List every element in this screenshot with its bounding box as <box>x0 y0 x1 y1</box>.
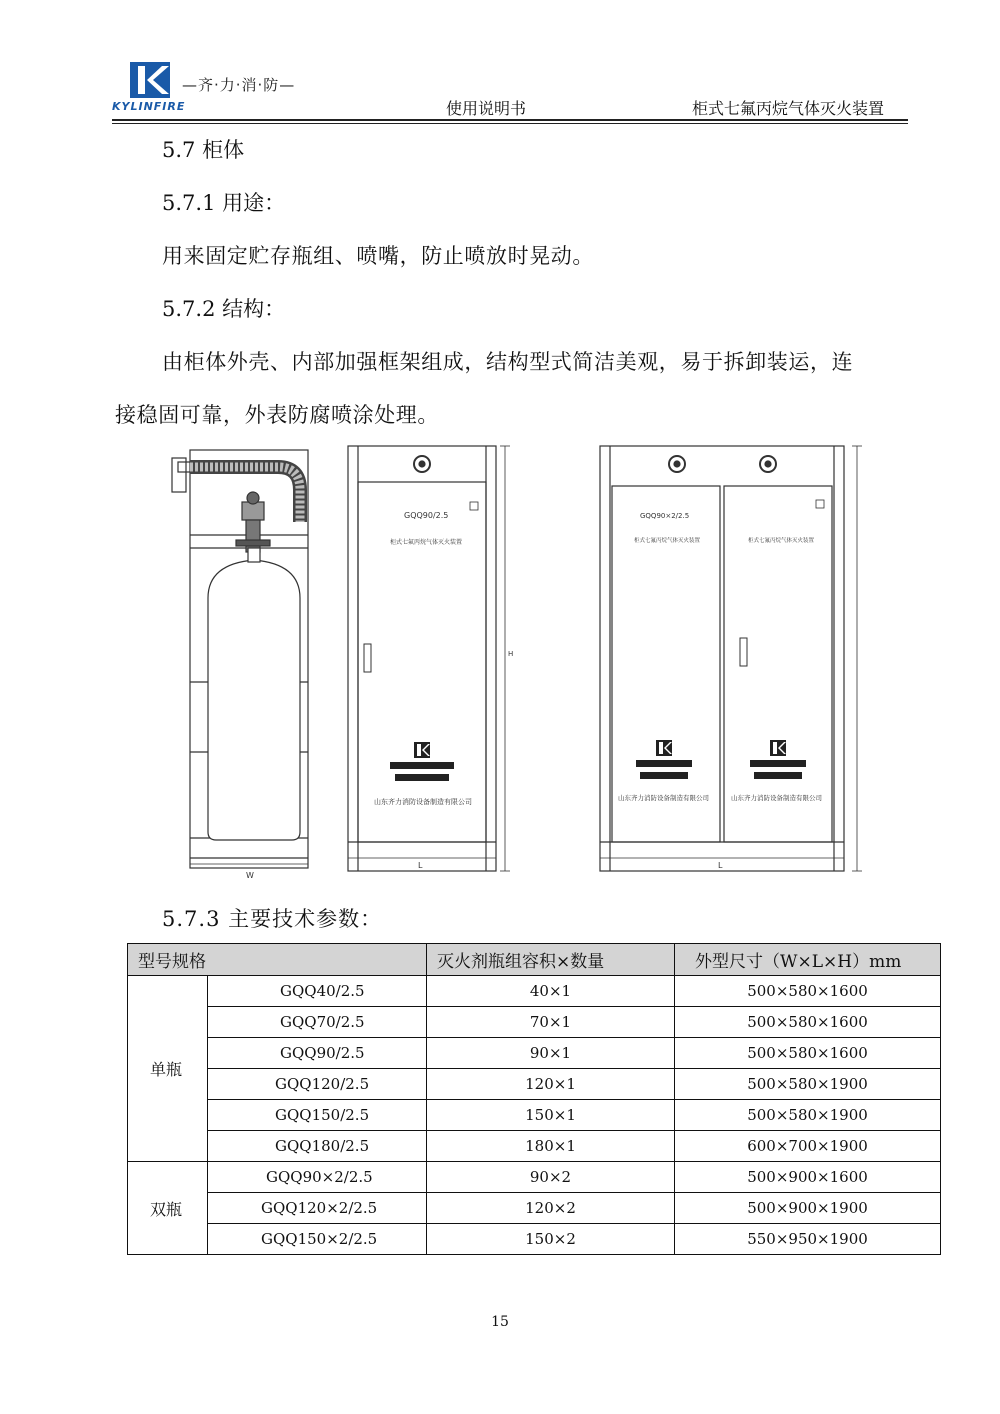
cell-size: 500×580×1600 <box>675 976 941 1007</box>
logo-slogan: —齐·力·消·防— <box>182 76 296 94</box>
table-row <box>128 1100 941 1131</box>
subsection-structure-title: 5.7.2 结构： <box>162 297 286 321</box>
subsection-purpose-title: 5.7.1 用途： <box>162 191 286 215</box>
header-rule <box>112 119 908 121</box>
double-door-label-right: 柜式七氟丙烷气体灭火装置 <box>748 538 815 544</box>
cell-size: 600×700×1900 <box>675 1131 941 1162</box>
table-row <box>128 1162 941 1193</box>
cabinet-drawings <box>160 440 880 880</box>
cell-model: GQQ90/2.5 <box>208 1038 427 1069</box>
cell-size: 500×900×1600 <box>675 1162 941 1193</box>
double-model-label: GQQ90×2/2.5 <box>640 512 690 520</box>
cell-size: 500×580×1600 <box>675 1038 941 1069</box>
single-cabinet-drawing <box>348 446 510 871</box>
cell-volume: 150×2 <box>427 1224 675 1255</box>
double-dim-l-label: L <box>718 861 723 870</box>
cell-volume: 90×1 <box>427 1038 675 1069</box>
double-company-right: 山东齐力消防设备制造有限公司 <box>731 794 822 802</box>
section-title: 5.7 柜体 <box>162 138 245 162</box>
tech-params-table <box>127 943 941 1255</box>
header-product: 柜式七氟丙烷气体灭火装置 <box>692 99 885 118</box>
single-dim-l-label: L <box>418 861 423 870</box>
cell-model: GQQ180/2.5 <box>208 1131 427 1162</box>
structure-text-line1: 由柜体外壳、内部加强框架组成，结构型式简洁美观，易于拆卸装运，连 <box>162 350 854 374</box>
kylinfire-logo-icon <box>130 62 170 98</box>
cell-size: 500×580×1900 <box>675 1100 941 1131</box>
page-number: 15 <box>491 1314 509 1330</box>
cell-size: 500×900×1900 <box>675 1193 941 1224</box>
logo-brand: KYLINFIRE <box>112 100 186 113</box>
cell-model: GQQ120/2.5 <box>208 1069 427 1100</box>
group-single: 单瓶 <box>128 976 208 1162</box>
table-row <box>128 1193 941 1224</box>
purpose-text: 用来固定贮存瓶组、喷嘴，防止喷放时晃动。 <box>162 244 594 268</box>
table-row <box>128 1224 941 1255</box>
cell-volume: 70×1 <box>427 1007 675 1038</box>
cell-size: 500×580×1600 <box>675 1007 941 1038</box>
cell-volume: 90×2 <box>427 1162 675 1193</box>
cell-model: GQQ40/2.5 <box>208 976 427 1007</box>
single-model-label: GQQ90/2.5 <box>404 511 449 520</box>
structure-text-line2: 接稳固可靠，外表防腐喷涂处理。 <box>115 403 439 427</box>
cell-volume: 180×1 <box>427 1131 675 1162</box>
cell-size: 550×950×1900 <box>675 1224 941 1255</box>
table-row <box>128 1038 941 1069</box>
dim-w-label: W <box>246 871 254 880</box>
table-row <box>128 1069 941 1100</box>
cell-volume: 40×1 <box>427 976 675 1007</box>
header-doc-type: 使用说明书 <box>446 99 527 118</box>
single-door-label: 柜式七氟丙烷气体灭火装置 <box>390 539 463 546</box>
single-company-name: 山东齐力消防设备制造有限公司 <box>374 798 472 806</box>
header-dimensions: 外型尺寸（W×L×H）mm <box>675 944 941 976</box>
double-cabinet-drawing <box>600 446 862 871</box>
header-model-spec: 型号规格 <box>128 944 427 976</box>
cell-model: GQQ120×2/2.5 <box>208 1193 427 1224</box>
header-volume: 灭火剂瓶组容积×数量 <box>427 944 675 976</box>
cell-size: 500×580×1900 <box>675 1069 941 1100</box>
cell-volume: 120×1 <box>427 1069 675 1100</box>
cell-model: GQQ70/2.5 <box>208 1007 427 1038</box>
table-header-row <box>128 944 941 976</box>
header-rule-thin <box>112 123 908 124</box>
cell-volume: 150×1 <box>427 1100 675 1131</box>
company-logo <box>112 62 302 114</box>
cell-model: GQQ150×2/2.5 <box>208 1224 427 1255</box>
table-row <box>128 1007 941 1038</box>
cell-model: GQQ150/2.5 <box>208 1100 427 1131</box>
subsection-params-title: 5.7.3 主要技术参数： <box>162 907 383 931</box>
side-view-drawing <box>172 450 308 880</box>
double-door-label-left: 柜式七氟丙烷气体灭火装置 <box>634 538 701 544</box>
dim-h-label: H <box>508 650 514 658</box>
group-double: 双瓶 <box>128 1162 208 1255</box>
table-row <box>128 976 941 1007</box>
double-company-left: 山东齐力消防设备制造有限公司 <box>618 794 709 802</box>
cell-volume: 120×2 <box>427 1193 675 1224</box>
cell-model: GQQ90×2/2.5 <box>208 1162 427 1193</box>
table-row <box>128 1131 941 1162</box>
